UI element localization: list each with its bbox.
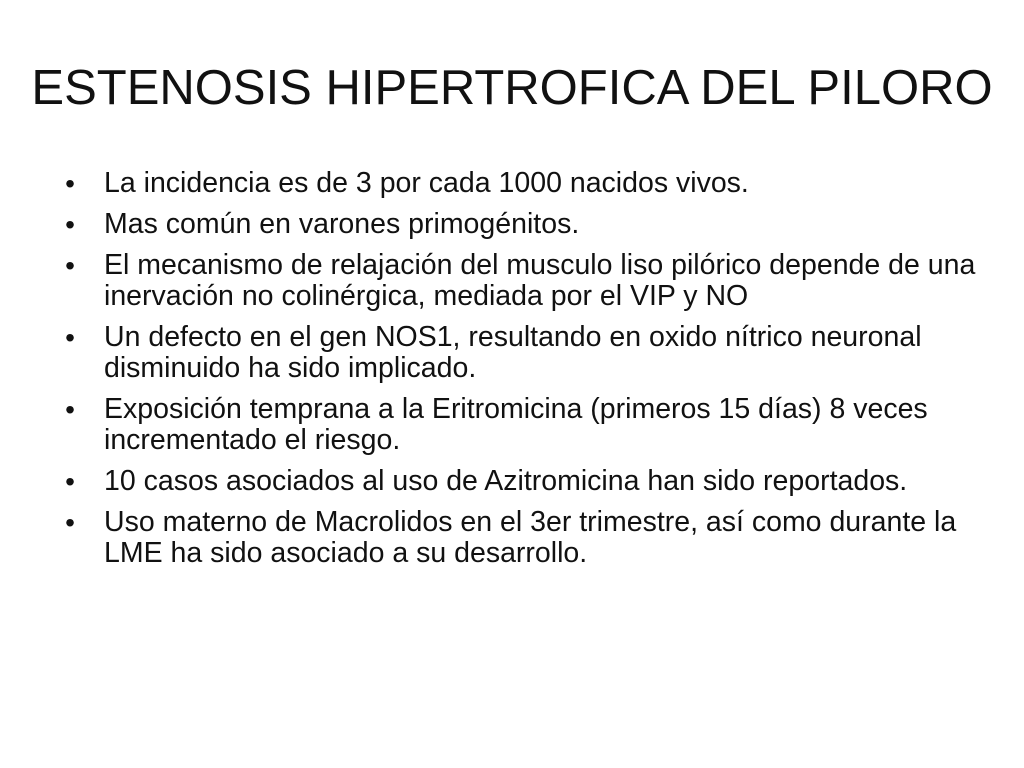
bullet-icon: •	[65, 466, 75, 497]
bullet-icon: •	[65, 209, 75, 240]
bullet-item	[60, 322, 980, 384]
bullet-text: Uso materno de Macrolidos en el 3er trimestre, así como durante la LME ha sido asociado a su desarrollo.	[104, 506, 957, 569]
bullet-text: 10 casos asociados al uso de Azitromicina han sido reportados.	[104, 465, 908, 497]
bullet-text: Un defecto en el gen NOS1, resultando en oxido nítrico neuronal disminuido ha sido implicado.	[104, 321, 922, 384]
slide-title: ESTENOSIS HIPERTROFICA DEL PILORO	[31, 61, 993, 115]
bullet-text: Mas común en varones primogénitos.	[104, 208, 580, 240]
bullet-item	[60, 466, 980, 497]
bullet-icon: •	[65, 168, 75, 199]
bullet-icon: •	[65, 250, 75, 281]
bullet-item	[60, 209, 980, 240]
bullet-icon: •	[65, 322, 75, 353]
bullet-icon: •	[65, 394, 75, 425]
bullet-item	[60, 250, 980, 312]
bullet-text: El mecanismo de relajación del musculo liso pilórico depende de una inervación no colinérgica, mediada por el VIP y NO	[104, 249, 976, 312]
bullet-text: Exposición temprana a la Eritromicina (primeros 15 días) 8 veces incrementado el riesgo.	[104, 393, 928, 456]
bullet-item	[60, 394, 980, 456]
bullet-item	[60, 168, 980, 199]
bullet-text: La incidencia es de 3 por cada 1000 nacidos vivos.	[104, 167, 749, 199]
bullet-icon: •	[65, 507, 75, 538]
bullet-list	[60, 168, 980, 579]
bullet-item	[60, 507, 980, 569]
